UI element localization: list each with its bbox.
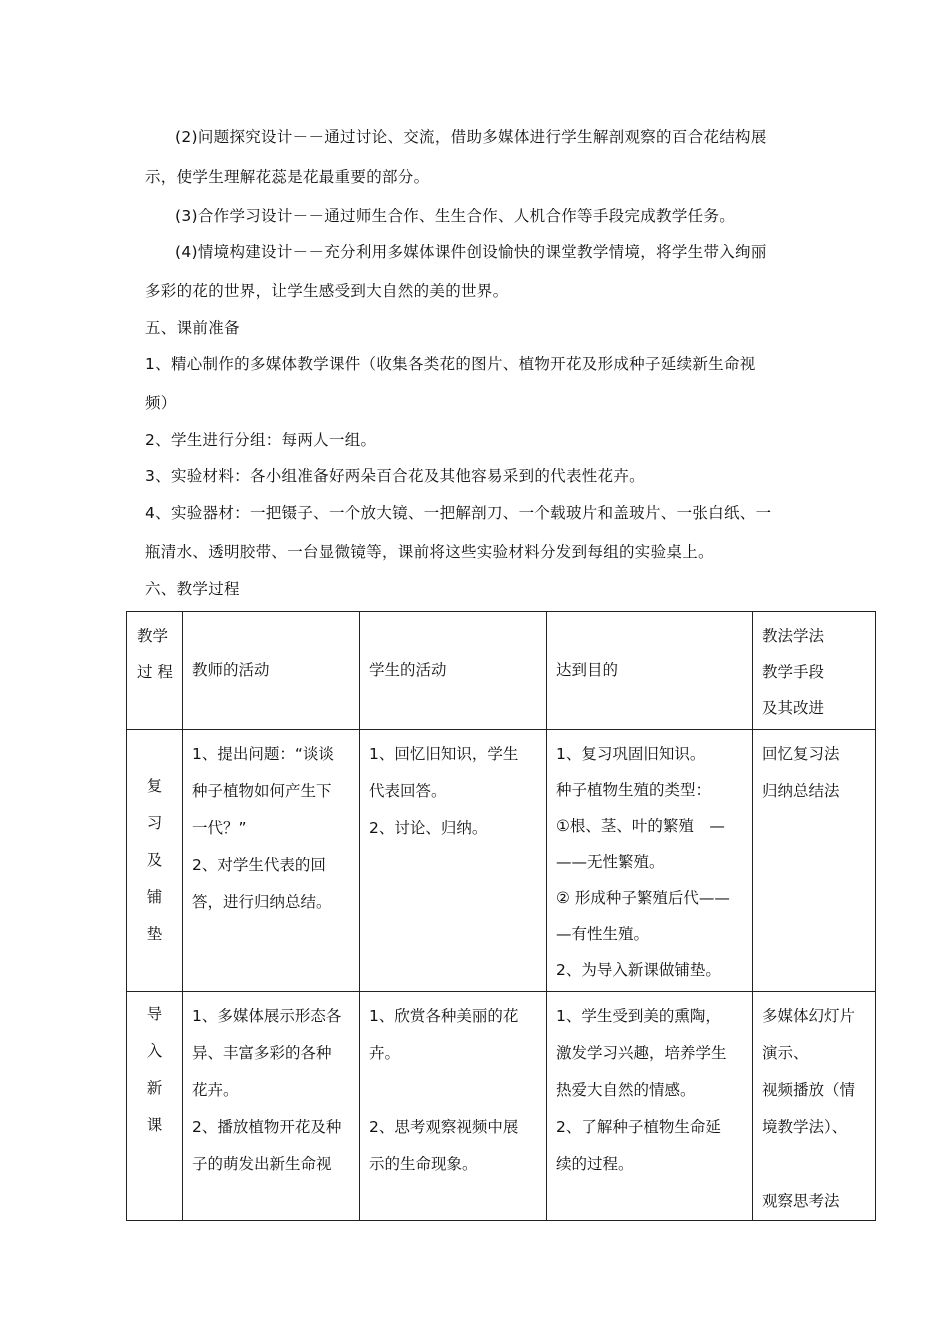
section-heading: 五、课前准备 bbox=[145, 319, 240, 337]
header-cell-student bbox=[360, 612, 547, 730]
table-row-intro bbox=[127, 992, 876, 1221]
cell-line: 1、学生受到美的熏陶， bbox=[556, 1007, 721, 1025]
paragraph-line: 示，使学生理解花蕊是花最重要的部分。 bbox=[145, 168, 430, 186]
cell-line: 代表回答。 bbox=[369, 782, 447, 800]
cell-line: 视频播放（情 bbox=[762, 1081, 856, 1099]
cell-line: ② 形成种子繁殖后代—— bbox=[556, 889, 730, 907]
student-activity-cell bbox=[360, 992, 547, 1221]
paragraph-line: 1、精心制作的多媒体教学课件（收集各类花的图片、植物开花及形成种子延续新生命视 bbox=[145, 355, 756, 373]
cell-line: 1、多媒体展示形态各 bbox=[192, 1007, 342, 1025]
cell-line: 2、讨论、归纳。 bbox=[369, 819, 488, 837]
method-cell bbox=[753, 730, 876, 992]
paragraph-line: 多彩的花的世界，让学生感受到大自然的美的世界。 bbox=[145, 282, 509, 300]
cell-line: 新 bbox=[146, 1079, 163, 1097]
header-method-line: 教学手段 bbox=[762, 663, 825, 681]
cell-line: 归纳总结法 bbox=[762, 782, 840, 800]
stage-text bbox=[127, 730, 182, 953]
cell-line bbox=[762, 1146, 867, 1183]
cell-line: 课 bbox=[146, 1116, 163, 1134]
cell-line: 习 bbox=[146, 814, 163, 832]
cell-line: 激发学习兴趣，培养学生 bbox=[556, 1044, 727, 1062]
cell-line: 垫 bbox=[146, 925, 163, 943]
header-method-line: 教法学法 bbox=[762, 627, 825, 645]
paragraph-line: 4、实验器材：一把镊子、一个放大镜、一把解剖刀、一个载玻片和盖玻片、一张白纸、一 bbox=[145, 504, 772, 522]
stage-cell bbox=[127, 730, 183, 992]
stage-text bbox=[127, 992, 182, 1144]
cell-line: 复 bbox=[146, 777, 163, 795]
paragraph-line: 2、学生进行分组：每两人一组。 bbox=[145, 431, 377, 449]
header-stage-line: 过 程 bbox=[137, 663, 173, 681]
cell-line: 2、思考观察视频中展 bbox=[369, 1118, 519, 1136]
cell-line: 卉。 bbox=[369, 1044, 401, 1062]
cell-line: 子的萌发出新生命视 bbox=[192, 1155, 332, 1173]
paragraph-line: (2)问题探究设计－－通过讨论、交流，借助多媒体进行学生解剖观察的百合花结构展 bbox=[175, 128, 767, 146]
header-goal-label: 达到目的 bbox=[556, 661, 619, 679]
cell-line: 2、了解种子植物生命延 bbox=[556, 1118, 721, 1136]
table-header-row bbox=[127, 612, 876, 730]
section-heading: 六、教学过程 bbox=[145, 580, 240, 598]
cell-line: 1、回忆旧知识，学生 bbox=[369, 745, 519, 763]
cell-line: 一代？” bbox=[192, 819, 247, 837]
cell-line: 回忆复习法 bbox=[762, 745, 840, 763]
header-student-label: 学生的活动 bbox=[369, 661, 447, 679]
cell-line: 入 bbox=[146, 1042, 163, 1060]
goal-cell bbox=[547, 992, 753, 1221]
cell-line: 种子植物如何产生下 bbox=[192, 782, 332, 800]
header-cell-teacher bbox=[183, 612, 360, 730]
paragraph-line: 3、实验材料：各小组准备好两朵百合花及其他容易采到的代表性花卉。 bbox=[145, 467, 645, 485]
header-teacher-label: 教师的活动 bbox=[192, 661, 270, 679]
header-cell-stage bbox=[127, 612, 183, 730]
header-cell-method bbox=[753, 612, 876, 730]
cell-line: 花卉。 bbox=[192, 1081, 239, 1099]
cell-line: 铺 bbox=[146, 888, 163, 906]
cell-line: 多媒体幻灯片 bbox=[762, 1007, 856, 1025]
cell-line: 续的过程。 bbox=[556, 1155, 634, 1173]
goal-cell bbox=[547, 730, 753, 992]
table-row-review bbox=[127, 730, 876, 992]
cell-line: 及 bbox=[146, 851, 163, 869]
cell-line: 观察思考法 bbox=[762, 1192, 840, 1210]
cell-line: 导 bbox=[146, 1005, 163, 1023]
paragraph-line: 瓶清水、透明胶带、一台显微镜等，课前将这些实验材料分发到每组的实验桌上。 bbox=[145, 543, 714, 561]
teacher-activity-cell bbox=[183, 992, 360, 1221]
paragraph-line: (3)合作学习设计－－通过师生合作、生生合作、人机合作等手段完成教学任务。 bbox=[175, 207, 736, 225]
stage-cell bbox=[127, 992, 183, 1221]
teaching-process-table bbox=[126, 611, 876, 1221]
cell-line: 演示、 bbox=[762, 1044, 809, 1062]
method-cell bbox=[753, 992, 876, 1221]
cell-line: 种子植物生殖的类型： bbox=[556, 781, 712, 799]
teacher-activity-cell bbox=[183, 730, 360, 992]
cell-line: 异、丰富多彩的各种 bbox=[192, 1044, 332, 1062]
student-activity-cell bbox=[360, 730, 547, 992]
cell-line: 1、复习巩固旧知识。 bbox=[556, 745, 706, 763]
header-stage-line: 教学 bbox=[137, 627, 169, 645]
cell-line: ①根、茎、叶的繁殖 — bbox=[556, 817, 725, 835]
header-cell-goal bbox=[547, 612, 753, 730]
cell-line: —有性生殖。 bbox=[556, 925, 650, 943]
cell-line: 答，进行归纳总结。 bbox=[192, 893, 332, 911]
cell-line: 2、播放植物开花及种 bbox=[192, 1118, 342, 1136]
cell-line bbox=[369, 1072, 538, 1109]
cell-line: 热爱大自然的情感。 bbox=[556, 1081, 696, 1099]
cell-line: 境教学法）、 bbox=[762, 1118, 848, 1136]
paragraph-line: 频） bbox=[145, 394, 177, 412]
header-method-line: 及其改进 bbox=[762, 699, 825, 717]
cell-line: 1、欣赏各种美丽的花 bbox=[369, 1007, 519, 1025]
cell-line: 1、提出问题：“谈谈 bbox=[192, 745, 334, 763]
cell-line: 2、对学生代表的回 bbox=[192, 856, 326, 874]
cell-line: 示的生命现象。 bbox=[369, 1155, 478, 1173]
paragraph-line: (4)情境构建设计－－充分利用多媒体课件创设愉快的课堂教学情境，将学生带入绚丽 bbox=[175, 243, 767, 261]
cell-line: ——无性繁殖。 bbox=[556, 853, 665, 871]
cell-line: 2、为导入新课做铺垫。 bbox=[556, 961, 721, 979]
